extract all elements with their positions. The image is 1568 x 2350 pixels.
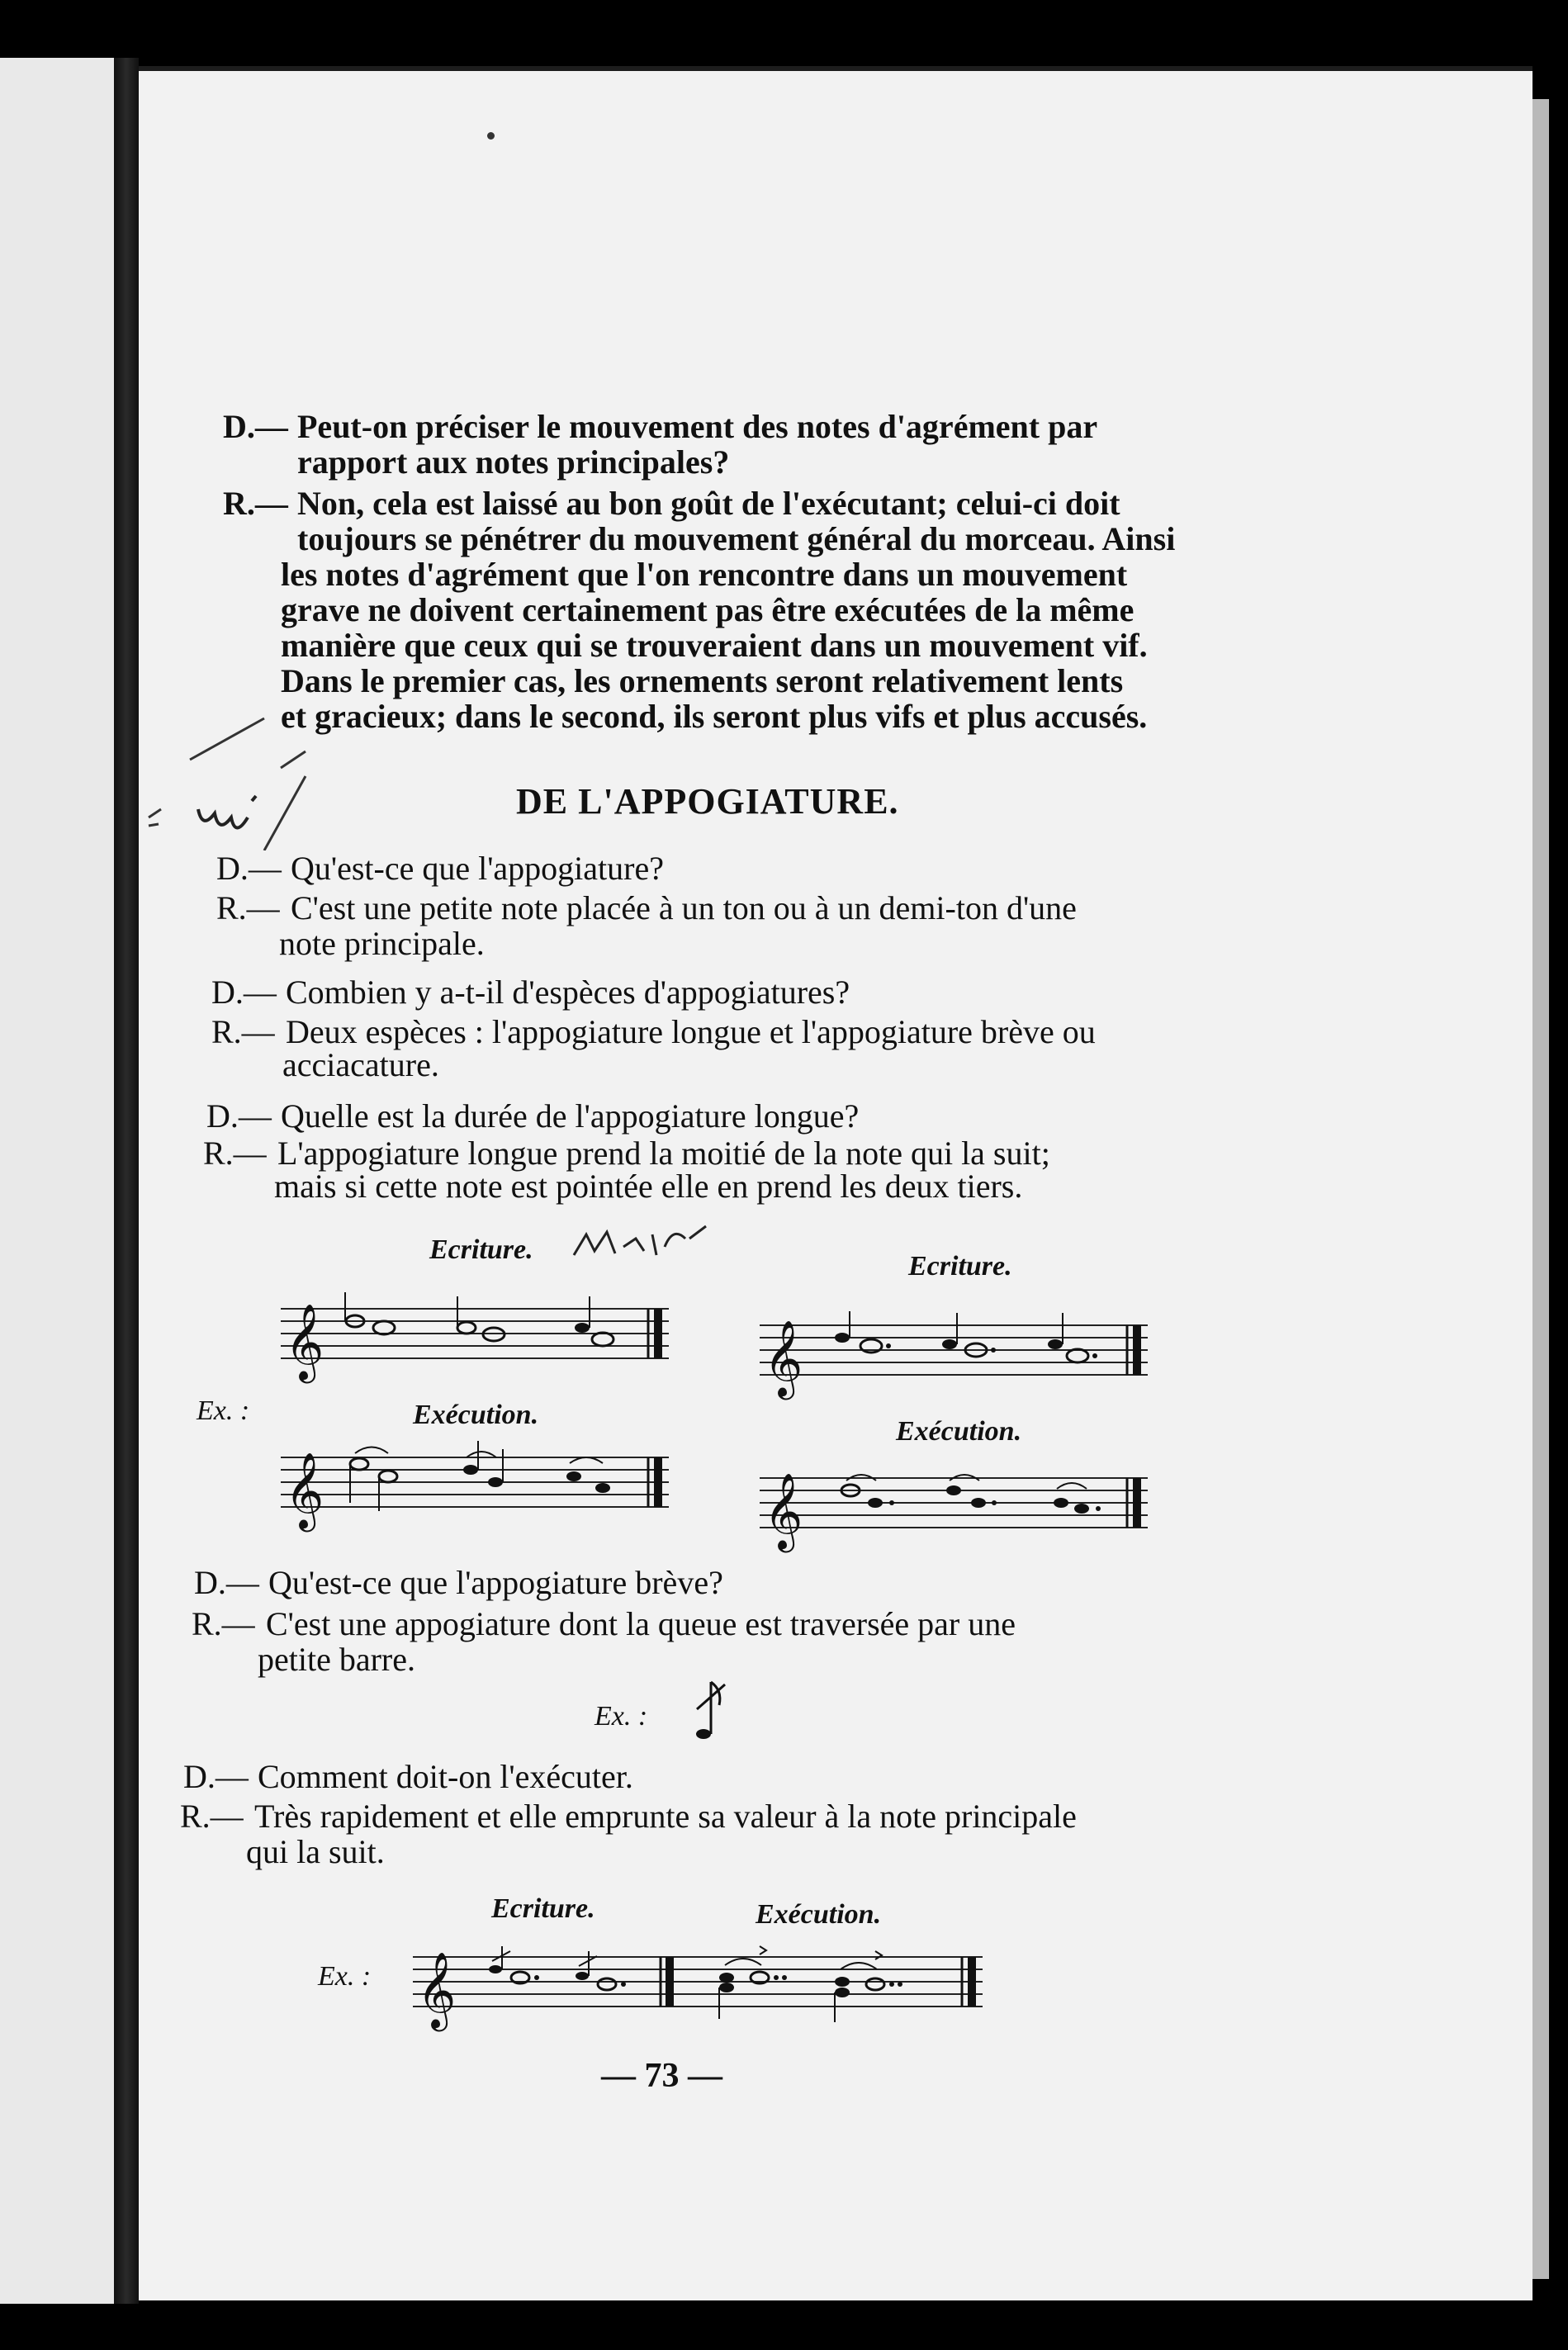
question-label: D.— — [211, 974, 277, 1011]
question-text: Quelle est la durée de l'appogiature longue? — [281, 1097, 860, 1135]
note — [866, 1978, 884, 1990]
final-barline — [1133, 1478, 1141, 1528]
note — [1067, 1349, 1088, 1362]
qa-definition — [216, 850, 664, 886]
question-text: Combien y a-t-il d'espèces d'appogiatures? — [286, 974, 850, 1011]
note — [592, 1333, 613, 1346]
question-text: Qu'est-ce que l'appogiature brève? — [268, 1564, 723, 1601]
grace-note — [576, 1972, 589, 1980]
answer-text: Très rapidement et elle emprunte sa valeur à la note principale — [254, 1798, 1077, 1835]
example-label: Ex. : — [595, 1701, 648, 1732]
treble-clef-icon: 𝄞 — [764, 1323, 803, 1395]
note — [1074, 1504, 1089, 1514]
staff-ecriture-left — [281, 1288, 677, 1379]
grace-note — [457, 1322, 476, 1334]
answer-label: R.— — [216, 889, 280, 926]
grace-note — [1048, 1339, 1063, 1349]
answer-text-cont: petite barre. — [258, 1641, 415, 1678]
staff-acciaccatura-example — [413, 1936, 991, 2027]
note — [1054, 1498, 1068, 1508]
answer-text-cont: manière que ceux qui se trouveraient dans un mouvement vif. — [281, 627, 1148, 664]
grace-note — [942, 1339, 957, 1349]
staff-execution-right — [760, 1457, 1156, 1548]
caption-execution: Exécution. — [896, 1416, 1022, 1447]
final-barline — [654, 1457, 662, 1507]
answer-text-cont: Dans le premier cas, les ornements seront relativement lents — [281, 662, 1124, 699]
staff-lines — [413, 1957, 983, 2007]
answer-text-cont: et gracieux; dans le second, ils seront plus vifs et plus accusés. — [281, 698, 1148, 735]
note — [379, 1471, 397, 1482]
handwritten-initials-left — [140, 710, 355, 850]
staff-lines — [760, 1325, 1148, 1375]
book-spine — [114, 58, 139, 2304]
staff-ecriture-right — [760, 1305, 1156, 1395]
question-label: D.— — [216, 850, 282, 887]
question-label: D.— — [206, 1097, 272, 1135]
note — [971, 1498, 986, 1508]
question-text: Peut-on préciser le mouvement des notes d'agrément par — [297, 408, 1098, 445]
treble-clef-icon: 𝄞 — [285, 1455, 324, 1528]
answer-text-cont: acciacature. — [282, 1046, 439, 1083]
question-text: Comment doit-on l'exécuter. — [258, 1758, 633, 1795]
treble-clef-icon: 𝄞 — [417, 1954, 457, 2027]
answer-text: C'est une appogiature dont la queue est traversée par une — [266, 1605, 1016, 1642]
example-label: Ex. : — [318, 1961, 372, 1992]
note — [719, 1973, 734, 1983]
answer-label: R.— — [203, 1135, 267, 1172]
note — [868, 1498, 883, 1508]
page-number: — 73 — — [601, 2057, 722, 2095]
answer-label: R.— — [180, 1798, 244, 1835]
caption-ecriture: Ecriture. — [429, 1234, 533, 1265]
caption-execution: Exécution. — [756, 1899, 882, 1930]
grace-note — [835, 1333, 850, 1343]
section-heading: DE L'APPOGIATURE. — [516, 781, 899, 822]
slur — [846, 1475, 1087, 1489]
question-text-cont: rapport aux notes principales? — [297, 443, 730, 481]
answer-text-cont: toujours se pénétrer du mouvement général du morceau. Ainsi — [297, 520, 1176, 557]
caption-execution: Exécution. — [413, 1400, 539, 1430]
note — [946, 1485, 961, 1495]
acciaccatura-icon — [685, 1672, 735, 1746]
note — [373, 1321, 395, 1334]
answer-text: L'appogiature longue prend la moitié de la note qui la suit; — [277, 1135, 1050, 1172]
answer-text: Non, cela est laissé au bon goût de l'exécutant; celui-ci doit — [297, 485, 1120, 522]
final-barline — [1133, 1325, 1141, 1375]
grace-note — [575, 1323, 590, 1333]
note — [350, 1458, 368, 1470]
note — [598, 1978, 616, 1990]
facing-page-edge — [0, 58, 114, 2304]
answer-label: R.— — [192, 1605, 255, 1642]
note — [463, 1465, 478, 1475]
treble-clef-icon: 𝄞 — [285, 1306, 324, 1379]
treble-clef-icon: 𝄞 — [764, 1476, 803, 1548]
handwritten-annotation-near-ecriture — [570, 1222, 710, 1272]
caption-ecriture: Ecriture. — [908, 1251, 1012, 1282]
answer-text: Deux espèces : l'appogiature longue et l'appogiature brève ou — [286, 1013, 1096, 1050]
note — [488, 1477, 503, 1487]
staff-lines — [281, 1457, 669, 1507]
note — [566, 1471, 581, 1481]
answer-text-cont: les notes d'agrément que l'on rencontre dans un mouvement — [281, 556, 1128, 593]
question-label: D.— — [223, 408, 288, 445]
answer-label: R.— — [223, 485, 288, 522]
question-label: D.— — [194, 1564, 259, 1601]
answer-text: C'est une petite note placée à un ton ou à un demi-ton d'une — [291, 889, 1077, 926]
page-edge-right — [1532, 99, 1549, 2279]
slur — [725, 1959, 877, 1969]
grace-note — [489, 1965, 502, 1973]
note — [595, 1483, 610, 1493]
final-barline — [654, 1309, 662, 1358]
example-label: Ex. : — [197, 1395, 250, 1426]
note — [835, 1977, 850, 1987]
ink-dot — [487, 132, 495, 140]
answer-text-cont: note principale. — [279, 925, 485, 962]
answer-text-cont: grave ne doivent certainement pas être exécutées de la même — [281, 591, 1135, 628]
question-text: Qu'est-ce que l'appogiature? — [291, 850, 664, 887]
answer-text-cont: mais si cette note est pointée elle en prend les deux tiers. — [274, 1168, 1023, 1205]
caption-ecriture: Ecriture. — [491, 1893, 595, 1924]
answer-text-cont: qui la suit. — [246, 1833, 385, 1870]
staff-execution-left — [281, 1437, 677, 1528]
answer-label: R.— — [211, 1013, 275, 1050]
question-label: D.— — [183, 1758, 249, 1795]
final-barline — [968, 1957, 976, 2007]
double-barline — [666, 1957, 674, 2007]
